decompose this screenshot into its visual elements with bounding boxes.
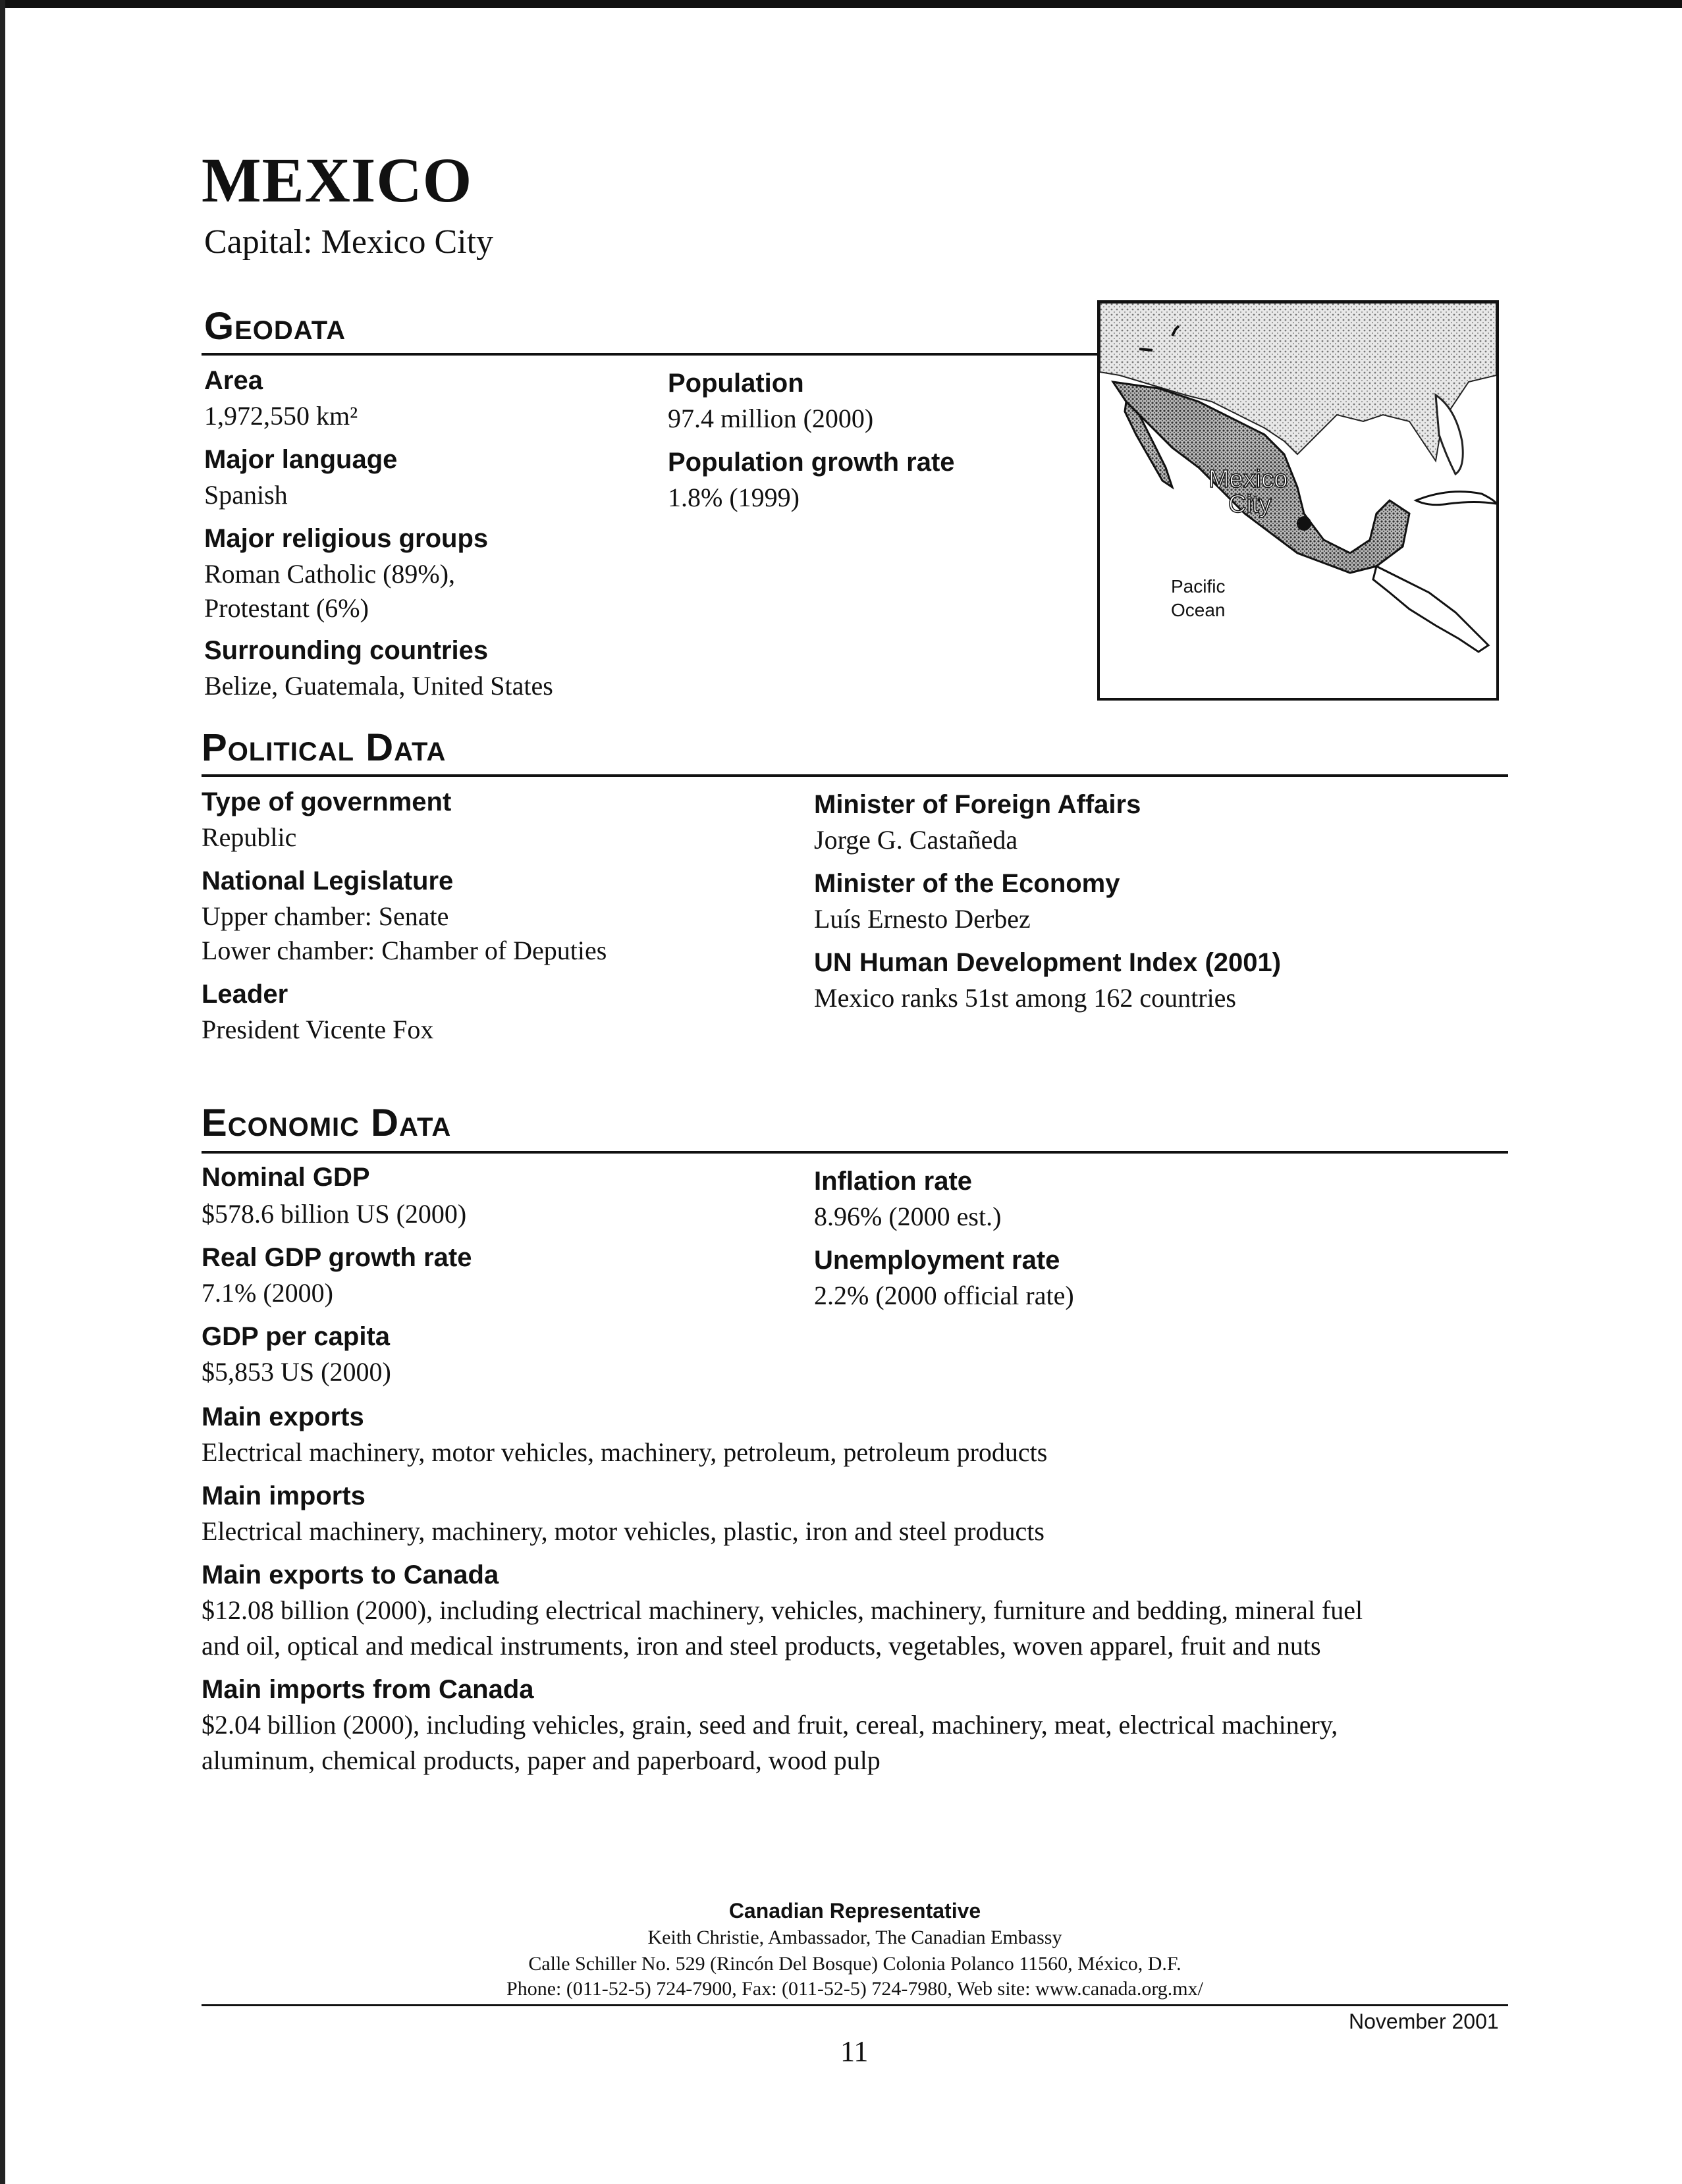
leader-label: Leader [202,980,288,1009]
economic-heading-rest-1: CONOMIC [227,1113,360,1142]
publication-date: November 2001 [1349,2010,1499,2033]
political-heading-rest-1: OLITICAL [227,737,355,766]
economy-minister-value: Luís Ernesto Derbez [814,904,1031,934]
map-ocean-label-1: Pacific [1171,576,1226,597]
representative-label: Canadian Representative [728,1899,981,1923]
exports-canada-value-2: and oil, optical and medical instruments, iron and steel products, vegetables, woven apparel, fruit and nuts [202,1631,1321,1661]
political-rule [202,774,1508,777]
inflation-value: 8.96% (2000 est.) [814,1202,1002,1231]
population-value: 97.4 million (2000) [668,404,874,433]
inflation-label: Inflation rate [814,1167,973,1196]
scan-left-edge [0,0,5,2184]
unemployment-value: 2.2% (2000 official rate) [814,1281,1074,1310]
legislature-label: National Legislature [202,866,454,895]
leader-value: President Vicente Fox [202,1015,434,1044]
surrounding-value: Belize, Guatemala, United States [204,671,553,701]
foreign-minister-label: Minister of Foreign Affairs [814,790,1141,819]
exports-canada-value-1: $12.08 billion (2000), including electrical machinery, vehicles, machinery, furniture and bedding, mineral fuel [202,1595,1363,1625]
page-number: 11 [840,2035,869,2067]
legislature-value-1: Upper chamber: Senate [202,901,449,931]
exports-canada-label: Main exports to Canada [202,1560,499,1589]
real-gdp-label: Real GDP growth rate [202,1243,472,1272]
surrounding-label: Surrounding countries [204,636,489,665]
geodata-heading-initial: G [204,305,235,348]
political-heading-rest-2: ATA [394,737,447,766]
growth-label: Population growth rate [668,448,955,477]
imports-canada-label: Main imports from Canada [202,1675,534,1704]
nominal-gdp-value: $578.6 billion US (2000) [202,1199,467,1229]
main-imports-label: Main imports [202,1481,366,1510]
area-label: Area [204,366,263,395]
scan-top-edge [0,0,1682,8]
economic-heading-initial-1: E [202,1102,228,1144]
representative-line-1: Keith Christie, Ambassador, The Canadian Embassy [647,1927,1062,1948]
economic-heading [202,1101,451,1145]
legislature-value-2: Lower chamber: Chamber of Deputies [202,936,607,965]
florida-landmass [1436,395,1463,474]
map-mark [1139,349,1153,350]
map-city-label-1: Mexico [1208,466,1288,493]
imports-canada-value-2: aluminum, chemical products, paper and paperboard, wood pulp [202,1745,881,1775]
main-imports-value: Electrical machinery, machinery, motor vehicles, plastic, iron and steel products [202,1516,1044,1546]
main-exports-value: Electrical machinery, motor vehicles, machinery, petroleum, petroleum products [202,1437,1048,1467]
religion-label: Major religious groups [204,524,489,553]
foreign-minister-value: Jorge G. Castañeda [814,825,1018,855]
population-label: Population [668,369,804,398]
cuba-island [1416,492,1496,505]
language-label: Major language [204,445,398,474]
representative-line-3: Phone: (011-52-5) 724-7900, Fax: (011-52-5) 724-7980, Web site: www.canada.org.mx/ [506,1978,1203,2000]
capital-subtitle: Capital: Mexico City [204,223,494,261]
imports-canada-value-1: $2.04 billion (2000), including vehicles, grain, seed and fruit, cereal, machinery, meat, electrical machinery, [202,1710,1338,1740]
main-exports-label: Main exports [202,1402,364,1431]
central-america [1373,566,1488,652]
real-gdp-value: 7.1% (2000) [202,1278,333,1308]
government-value: Republic [202,822,297,852]
nominal-gdp-label: Nominal GDP [202,1163,370,1192]
map-ocean-label-2: Ocean [1171,600,1226,620]
capital-dot [1297,516,1311,531]
area-value: 1,972,550 km² [204,401,358,431]
economy-minister-label: Minister of the Economy [814,869,1120,898]
geodata-heading-rest: EODATA [234,316,346,345]
hdi-label: UN Human Development Index (2001) [814,948,1282,977]
gdp-per-capita-label: GDP per capita [202,1322,391,1351]
economic-heading-initial-2: D [371,1102,400,1144]
political-heading-initial-1: P [202,726,228,769]
growth-value: 1.8% (1999) [668,483,800,512]
mexico-map [1097,300,1499,701]
political-heading [202,726,446,770]
page-title: MEXICO [202,145,473,215]
gdp-per-capita-value: $5,853 US (2000) [202,1357,391,1387]
representative-line-2: Calle Schiller No. 529 (Rincón Del Bosque) Colonia Polanco 11560, México, D.F. [528,1953,1181,1975]
footer-rule [202,2004,1508,2006]
language-value: Spanish [204,480,288,510]
hdi-value: Mexico ranks 51st among 162 countries [814,983,1236,1013]
usa-landmass [1100,303,1496,461]
government-label: Type of government [202,787,452,816]
religion-value-2: Protestant (6%) [204,593,369,623]
religion-value-1: Roman Catholic (89%), [204,559,456,589]
political-heading-initial-2: D [366,726,394,769]
geodata-rule [202,353,1099,356]
unemployment-label: Unemployment rate [814,1246,1060,1275]
map-city-label-2: City [1228,491,1272,518]
map-illustration [1100,303,1496,698]
economic-heading-rest-2: ATA [399,1113,452,1142]
geodata-heading [204,304,346,348]
economic-rule [202,1151,1508,1154]
